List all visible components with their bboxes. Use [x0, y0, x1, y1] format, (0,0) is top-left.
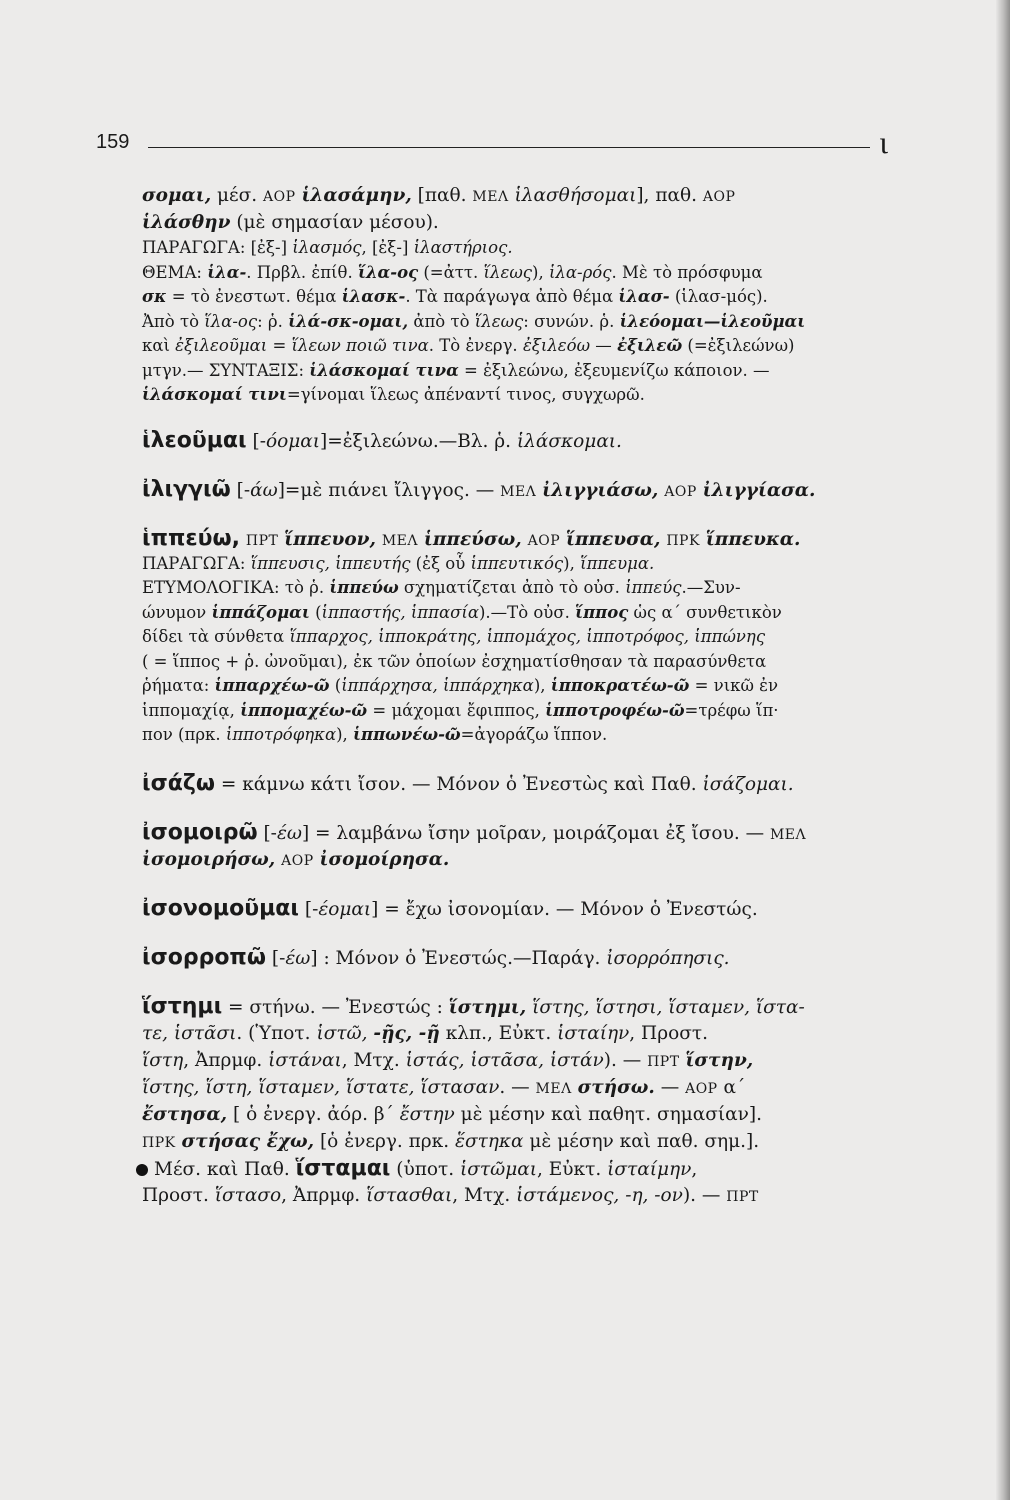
- text-line: Προστ. ἵστασο, Ἀπρμφ. ἵστασθαι, Μτχ. ἱστάμενος, -η, -ον). — ΠΡΤ: [142, 1184, 759, 1206]
- text-line: ΠΡΚ στήσας ἔχω, [ὁ ἐνεργ. πρκ. ἕστηκα μὲ μέσην καὶ παθ. σημ.].: [142, 1130, 760, 1152]
- header-rule: [148, 147, 870, 148]
- text-line: δίδει τὰ σύνθετα ἵππαρχος, ἱπποκράτης, ἱππομάχος, ἱπποτρόφος, ἱππώνης: [142, 627, 766, 646]
- text-line: ΕΤΥΜΟΛΟΓΙΚΑ: τὸ ῥ. ἱππεύω σχηματίζεται ἀπὸ τὸ οὐσ. ἱππεύς.—Συν-: [142, 578, 741, 597]
- page-header: [96, 124, 896, 164]
- spacer: [142, 503, 894, 525]
- text-line: ῥήματα: ἱππαρχέω-ῶ (ἱππάρχησα, ἱππάρχηκα), ἱπποκρατέω-ῶ = νικῶ ἐν: [142, 676, 779, 695]
- page-edge-shadow: [996, 0, 1010, 1500]
- entry-ileoumai: ἱλεοῦμαι [-όομαι]=ἐξιλεώνω.—Βλ. ῥ. ἱλάσκομαι.: [142, 427, 622, 453]
- entry-isorropo: ἰσορροπῶ [-έω] : Μόνον ὁ Ἐνεστώς.—Παράγ. ἰσορρόπησις.: [142, 944, 730, 970]
- text-line: Ἀπὸ τὸ ἵλα-ος: ῥ. ἱλά-σκ-ομαι, ἀπὸ τὸ ἵλεως: συνών. ῥ. ἱλεόομαι—ἱλεοῦμαι: [142, 311, 806, 331]
- entry-istemi: ἵστημι = στήνω. — Ἐνεστώς : ἵστημι, ἵστης, ἵστησι, ἵσταμεν, ἵστα-: [142, 993, 805, 1019]
- text-line: ώνυμον ἱππάζομαι (ἱππαστής, ἱππασία).—Τὸ οὐσ. ἵππος ὡς α΄ συνθετικὸν: [142, 602, 782, 622]
- spacer: [142, 454, 894, 476]
- bullet-icon: [136, 1164, 148, 1176]
- text-line: ( = ἵππος + ῥ. ὠνοῦμαι), ἐκ τῶν ὁποίων ἐσχηματίσθησαν τὰ παρασύνθετα: [142, 651, 767, 671]
- entry-isazo: ἰσάζω = κάμνω κάτι ἴσον. — Μόνον ὁ Ἐνεστὼς καὶ Παθ. ἰσάζομαι.: [142, 770, 794, 796]
- entry-isonomoumai: ἰσονομοῦμαι [-έομαι] = ἔχω ἰσονομίαν. — Μόνον ὁ Ἐνεστώς.: [142, 895, 758, 921]
- text-line: ΠΑΡΑΓΩΓΑ: ἵππευσις, ἱππευτής (ἐξ οὗ ἱππευτικός), ἵππευμα.: [142, 553, 655, 573]
- text-line: ἱλάσκομαί τινι=γίνομαι ἵλεως ἀπέναντί τινος, συγχωρῶ.: [142, 385, 645, 404]
- entry-ippeuo: ἱππεύω, ΠΡΤ ἵππευον, ΜΕΛ ἱππεύσω, ΑΟΡ ἵππευσα, ΠΡΚ ἵππευκα.: [142, 525, 801, 551]
- entry-iliggio: ἰλιγγιῶ [-άω]=μὲ πιάνει ἴλιγγος. — ΜΕΛ ἰλιγγιάσω, ΑΟΡ ἰλιγγίασα.: [142, 476, 816, 502]
- text-line: τε, ἱστᾶσι. (Ὑποτ. ἱστῶ, -ῇς, -ῇ κλπ., Εὐκτ. ἱσταίην, Προστ.: [142, 1022, 708, 1044]
- text-line: σομαι, μέσ. ΑΟΡ ἱλασάμην, [παθ. ΜΕΛ ἱλασθήσομαι], παθ. ΑΟΡ: [142, 185, 736, 206]
- text-line: ἱππομαχίᾳ, ἱππομαχέω-ῶ = μάχομαι ἔφιππος, ἱπποτροφέω-ῶ=τρέφω ἵπ·: [142, 700, 779, 720]
- text-line: ἔστησα, [ ὁ ἐνεργ. ἀόρ. β΄ ἔστην μὲ μέσην καὶ παθητ. σημασίαν].: [142, 1103, 762, 1125]
- text-line: ἵστη, Ἀπρμφ. ἱστάναι, Μτχ. ἱστάς, ἱστᾶσα, ἱστάν). — ΠΡΤ ἵστην,: [142, 1049, 754, 1071]
- spacer: [142, 408, 894, 427]
- spacer: [142, 971, 894, 993]
- text-line: ΘΕΜΑ: ἱλα-. Πρβλ. ἐπίθ. ἵλα-ος (=ἀττ. ἵλεως), ἱλα-ρός. Μὲ τὸ πρόσφυμα: [142, 262, 763, 282]
- text-line: καὶ ἐξιλεοῦμαι = ἵλεων ποιῶ τινα. Τὸ ἐνεργ. ἐξιλεόω — ἐξιλεῶ (=ἐξιλεώνω): [142, 336, 795, 355]
- dictionary-text: [142, 182, 894, 1209]
- page-number: 159: [96, 131, 130, 153]
- text-line: ἵστης, ἵστη, ἵσταμεν, ἵστατε, ἵστασαν. — ΜΕΛ στήσω. — ΑΟΡ α΄: [142, 1076, 746, 1098]
- text-line: ἱλάσθην (μὲ σημασίαν μέσου).: [142, 212, 439, 233]
- spacer: [142, 873, 894, 895]
- entry-isomoiro: ἰσομοιρῶ [-έω] = λαμβάνω ἴσην μοῖραν, μοιράζομαι ἐξ ἴσου. — ΜΕΛ: [142, 819, 807, 845]
- spacer: [142, 922, 894, 944]
- text-line: Μέσ. καὶ Παθ. ἵσταμαι (ὑποτ. ἱστῶμαι, Εὐκτ. ἱσταίμην,: [142, 1155, 894, 1182]
- text-line: σκ = τὸ ἐνεστωτ. θέμα ἱλασκ-. Τὰ παράγωγα ἀπὸ θέμα ἱλασ- (ἱλασ-μός).: [142, 287, 768, 306]
- text-line: πον (πρκ. ἱπποτρόφηκα), ἱππωνέω-ῶ=ἀγοράζω ἵππον.: [142, 725, 608, 744]
- text-line: ἰσομοιρήσω, ΑΟΡ ἰσομοίρησα.: [142, 848, 450, 870]
- spacer: [142, 748, 894, 770]
- section-letter: ι: [879, 124, 888, 160]
- spacer: [142, 797, 894, 819]
- text-line: ΠΑΡΑΓΩΓΑ: [ἐξ-] ἱλασμός, [ἐξ-] ἱλαστήριος.: [142, 238, 513, 257]
- text-line: μτγν.— ΣΥΝΤΑΞΙΣ: ἱλάσκομαί τινα = ἐξιλεώνω, ἐξευμενίζω κάποιον. —: [142, 360, 770, 380]
